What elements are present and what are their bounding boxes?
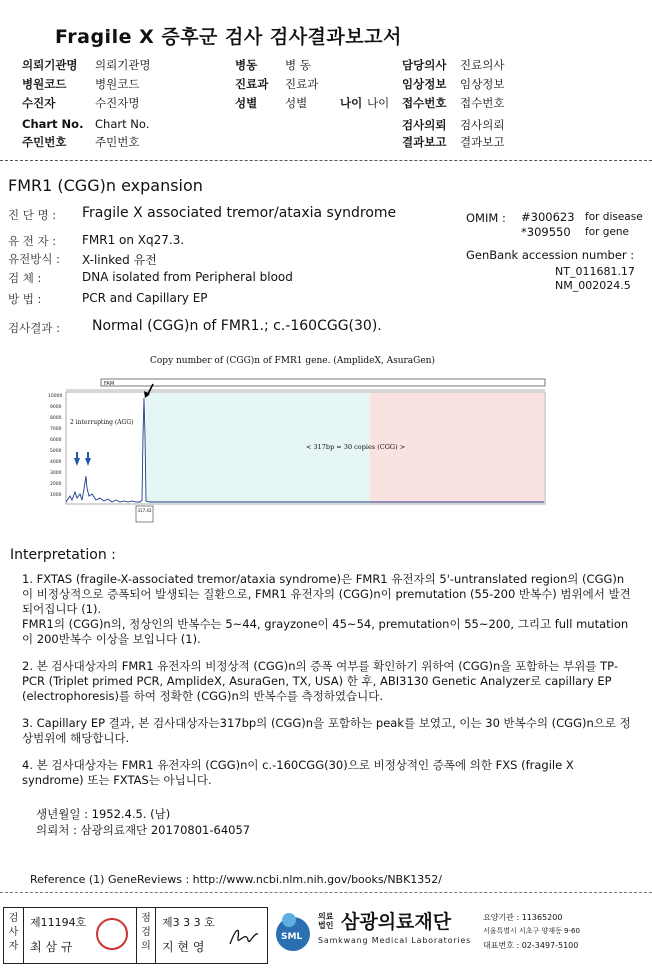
inheritance-value: X-linked 유전: [82, 253, 157, 267]
patient-dob: 생년월일 : 1952.4.5. (남): [36, 807, 171, 821]
header-value: 성별: [285, 96, 308, 110]
copies-annotation: < 317bp = 30 copies (CGG) >: [306, 443, 406, 451]
header-key: 담당의사: [402, 58, 447, 72]
examiner-number: 제11194호: [30, 916, 87, 929]
diagnosis-value: Fragile X associated tremor/ataxia syndrome: [82, 205, 397, 221]
fam-bar: [101, 379, 545, 386]
header-value: 수진자명: [95, 96, 140, 110]
y-tick-label: 8000: [50, 416, 62, 421]
omim-desc: for disease: [585, 211, 643, 223]
header-key: 주민번호: [22, 135, 67, 149]
interpretation-item: FMR1의 (CGG)n의, 정상인의 반복수는 5~44, grayzone이 45~54, premutation이 55~200, 그리고 full mutation이 200반복수 이상을 보입니다 (1).: [22, 617, 629, 646]
genbank-accession: NT_011681.17: [555, 265, 635, 278]
interpretation-item: 1. FXTAS (fragile-X-associated tremor/ataxia syndrome)은 FMR1 유전자의 5'-untranslated region의 (CGG)n 이 비정상적으로 증폭되어 발생되는 질환으로, FMR1 유전자의 (CGG)n이 premutation (55-200 반복수) 범위에서 발견되어집니다 (1).: [22, 572, 631, 616]
header-value: 병 동: [285, 58, 311, 72]
interpretation-list: [22, 572, 632, 788]
patient-ref: 의뢰처 : 삼광의료재단 20170801-64057: [36, 823, 251, 837]
header-key: 병원코드: [22, 77, 67, 91]
y-tick-label: 6000: [50, 438, 62, 443]
y-axis: [48, 393, 62, 498]
genbank-label: GenBank accession number :: [466, 248, 635, 262]
field-label: 검 체 :: [8, 271, 42, 285]
header-key: 성별: [235, 96, 258, 110]
header-key: 병동: [235, 58, 258, 72]
header-key: 진료과: [235, 77, 269, 91]
org-name-en: Samkwang Medical Laboratories: [318, 936, 472, 945]
field-label: 진 단 명 :: [8, 208, 57, 222]
header-divider: [0, 160, 652, 161]
method-value: PCR and Capillary EP: [82, 291, 208, 305]
header-key: 의뢰기관명: [22, 58, 78, 72]
header-value: 주민번호: [95, 135, 140, 149]
omim-label: OMIM :: [466, 211, 506, 225]
y-tick-label: 9000: [50, 405, 62, 410]
genbank-accession: NM_002024.5: [555, 279, 631, 292]
header-value: 의뢰기관명: [95, 58, 151, 72]
checker-number: 제3 3 3 호: [162, 916, 215, 929]
header-key: 결과보고: [402, 135, 447, 149]
interpretation-heading: Interpretation :: [10, 547, 116, 563]
header-value: Chart No.: [95, 117, 150, 131]
header-value: 병원코드: [95, 77, 140, 91]
logo-text: SML: [281, 932, 303, 942]
org-name: 삼광의료재단: [341, 911, 452, 933]
seal-stamp: [96, 918, 128, 950]
header-value-age: 나이: [367, 96, 390, 110]
specimen-value: DNA isolated from Peripheral blood: [82, 270, 293, 284]
peak-label: 317.42: [137, 508, 152, 513]
footer-divider: [0, 892, 652, 893]
header-value: 진료과: [285, 77, 319, 91]
signature-icon: [226, 924, 262, 952]
reference: Reference (1) GeneReviews : http://www.ncbi.nlm.nih.gov/books/NBK1352/: [30, 873, 443, 886]
header-key: 검사의뢰: [402, 118, 447, 132]
examiner-name: 최 삼 규: [30, 940, 73, 954]
figure-caption: Copy number of (CGG)n of FMR1 gene. (AmplideX, AsuraGen): [150, 356, 435, 366]
header-key: 임상정보: [402, 77, 447, 91]
sml-logo-icon: [271, 910, 315, 954]
field-label: 유 전 자 :: [8, 234, 57, 248]
header-value: 진료의사: [460, 58, 505, 72]
org-type: 의료법인: [318, 912, 334, 930]
y-tick-label: 4000: [50, 460, 62, 465]
interpretation-item: 3. Capillary EP 결과, 본 검사대상자는317bp의 (CGG)n을 포함하는 peak를 보였고, 이는 30 반복수의 (CGG)n으로 정상범위에 해당합니다.: [22, 716, 631, 745]
fam-bar-label: FAM: [104, 381, 115, 387]
header-key-age: 나이: [340, 96, 363, 110]
checker-name: 지 현 영: [162, 940, 205, 954]
header-key: Chart No.: [22, 117, 84, 131]
arrow-icon: [87, 452, 89, 459]
header-key: 접수번호: [402, 96, 447, 110]
y-tick-label: 2000: [50, 482, 62, 487]
header-key: 수진자: [22, 96, 56, 110]
field-label: 방 법 :: [8, 292, 42, 306]
org-address: 서울특별시 서초구 양재동 9-60: [483, 927, 580, 935]
y-tick-label: 5000: [50, 449, 62, 454]
field-label: 유전방식 :: [8, 252, 60, 266]
examiner-label: 검사자: [4, 908, 24, 963]
y-tick-label: 1000: [50, 493, 62, 498]
result-value: Normal (CGG)n of FMR1.; c.-160CGG(30).: [92, 318, 382, 334]
interrupt-annotation: 2 interrupting (AGG): [70, 419, 134, 426]
interpretation-item: 2. 본 검사대상자의 FMR1 유전자의 비정상적 (CGG)n의 증폭 여부를 확인하기 위하여 (CGG)n을 포함하는 부위를 TP-PCR (Triplet primed PCR, AmplideX, AsuraGen, TX, USA) 한 후, ABI3130 Genetic Analyzer로 capillary EP (electrophoresis)를 하여 정확한 (CGG)n의 반복수를 측정하였습니다.: [22, 659, 618, 703]
electropherogram: [44, 376, 550, 524]
arrow-icon: [76, 452, 78, 459]
y-tick-label: 10000: [48, 394, 63, 399]
report-title: Fragile X 증후군 검사 검사결과보고서: [55, 26, 402, 48]
gene-value: FMR1 on Xq27.3.: [82, 233, 185, 247]
section-title: FMR1 (CGG)n expansion: [8, 176, 203, 195]
header-value: 검사의뢰: [460, 118, 505, 132]
result-label: 검사결과 :: [8, 321, 60, 335]
checker-label: 점검의: [136, 908, 156, 963]
y-tick-label: 3000: [50, 471, 62, 476]
omim-desc: for gene: [585, 226, 630, 238]
y-tick-label: 7000: [50, 427, 62, 432]
header-value: 임상정보: [460, 77, 505, 91]
org-code: 요양기관 : 11365200: [483, 913, 563, 922]
header-value: 결과보고: [460, 135, 505, 149]
org-phone: 대표번호 : 02-3497-5100: [483, 941, 579, 950]
signature-panel: [3, 907, 268, 964]
header-value: 접수번호: [460, 96, 505, 110]
omim-id: *309550: [521, 225, 571, 239]
interpretation-item: 4. 본 검사대상자는 FMR1 유전자의 (CGG)n이 c.-160CGG(30)으로 비정상적인 증폭에 의한 FXS (fragile X syndrome) 또는 FXTAS는 아닙니다.: [22, 758, 574, 787]
omim-id: #300623: [521, 210, 575, 224]
